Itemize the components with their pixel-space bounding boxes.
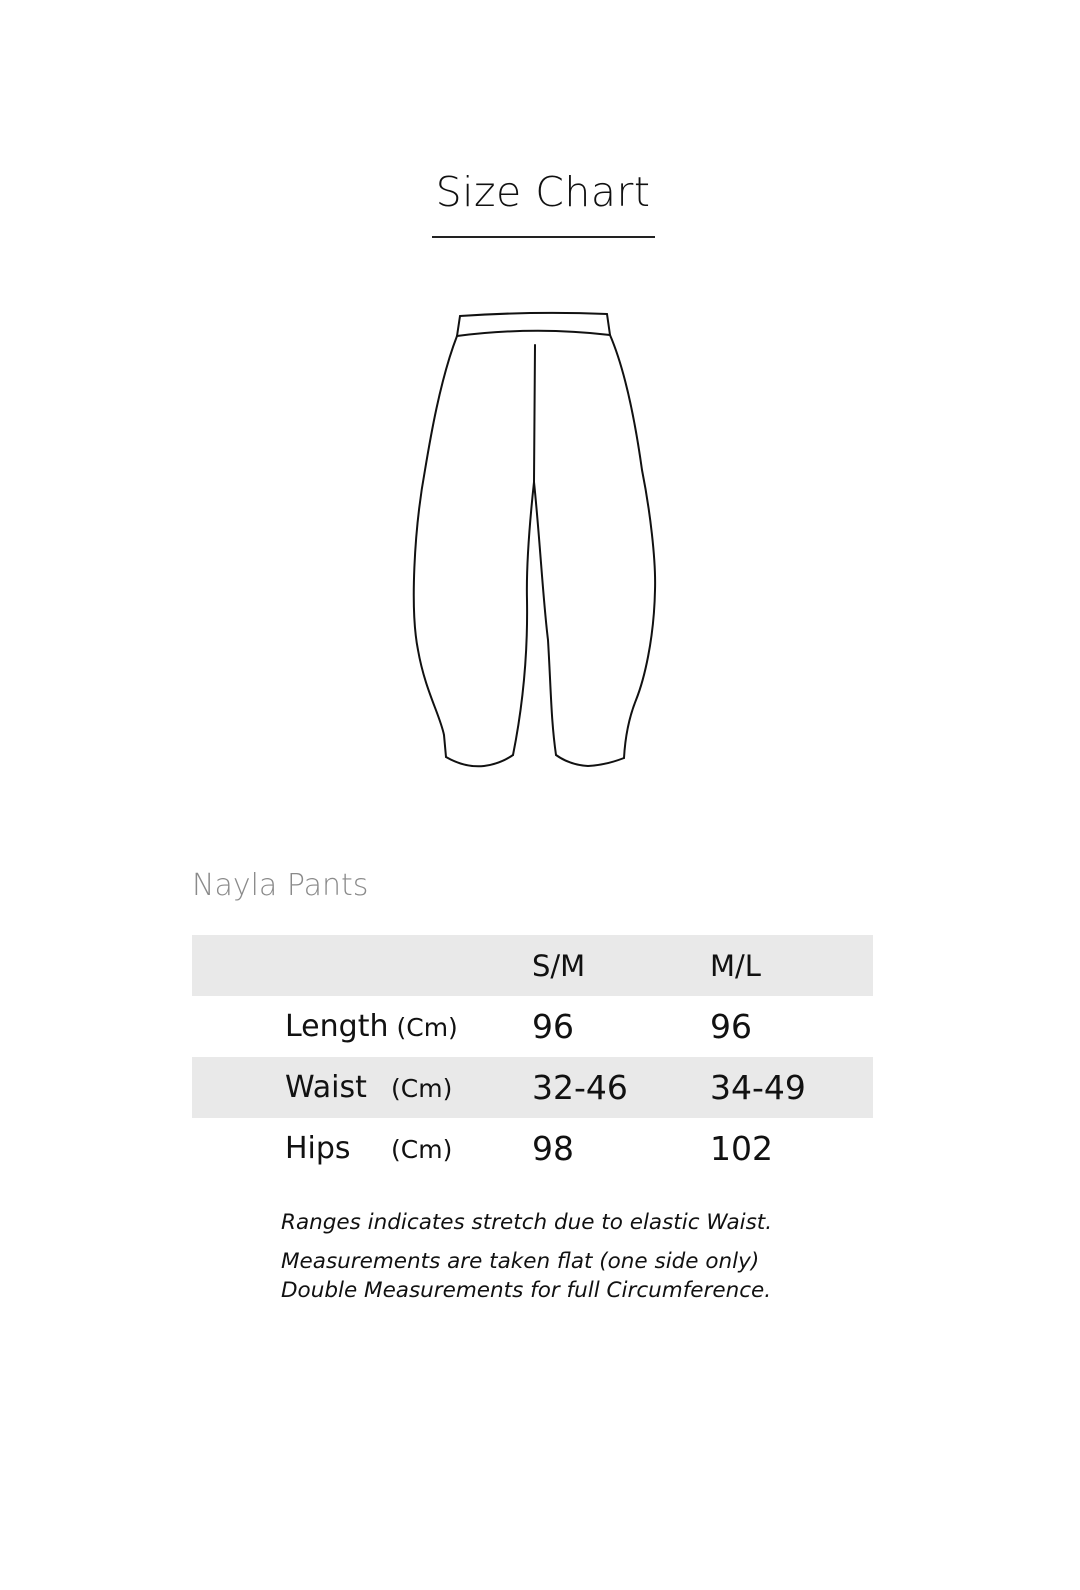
- measurement-name: Length: [285, 1009, 389, 1044]
- waist-sm-value: 32-46: [532, 1057, 710, 1118]
- table-header-size-ml: M/L: [710, 935, 873, 996]
- table-row-waist: [192, 1057, 873, 1118]
- length-ml-value: 96: [710, 1007, 752, 1046]
- measurement-notes: [281, 1208, 772, 1305]
- product-name: Nayla Pants: [192, 868, 369, 903]
- note-double: Double Measurements for full Circumference.: [281, 1278, 772, 1303]
- hips-ml-value: 102: [710, 1129, 773, 1168]
- table-row-hips: [192, 1118, 873, 1179]
- length-sm-value: 96: [532, 1007, 574, 1046]
- measurement-name: Hips: [285, 1131, 351, 1166]
- page-title: Size Chart: [435, 168, 651, 216]
- hips-sm-value: 98: [532, 1129, 574, 1168]
- row-label-length: [285, 996, 532, 1057]
- waist-ml-value: 34-49: [710, 1057, 873, 1118]
- measurement-name: Waist: [285, 1070, 367, 1105]
- title-underline: [432, 236, 655, 238]
- table-header-size-sm: S/M: [532, 935, 710, 996]
- measurement-unit: (Cm): [396, 1013, 458, 1042]
- table-header-row: [192, 935, 873, 996]
- note-flat: Measurements are taken flat (one side only): [281, 1249, 760, 1274]
- size-table: [192, 935, 873, 1179]
- table-header-label: [285, 935, 532, 996]
- row-label-waist: [285, 1057, 532, 1118]
- row-label-hips: [285, 1118, 532, 1179]
- note-stretch: Ranges indicates stretch due to elastic Waist.: [281, 1210, 773, 1235]
- measurement-unit: (Cm): [391, 1135, 453, 1164]
- measurement-unit: (Cm): [391, 1074, 453, 1103]
- pants-line-drawing-icon: [400, 300, 670, 780]
- table-row-length: [192, 996, 873, 1057]
